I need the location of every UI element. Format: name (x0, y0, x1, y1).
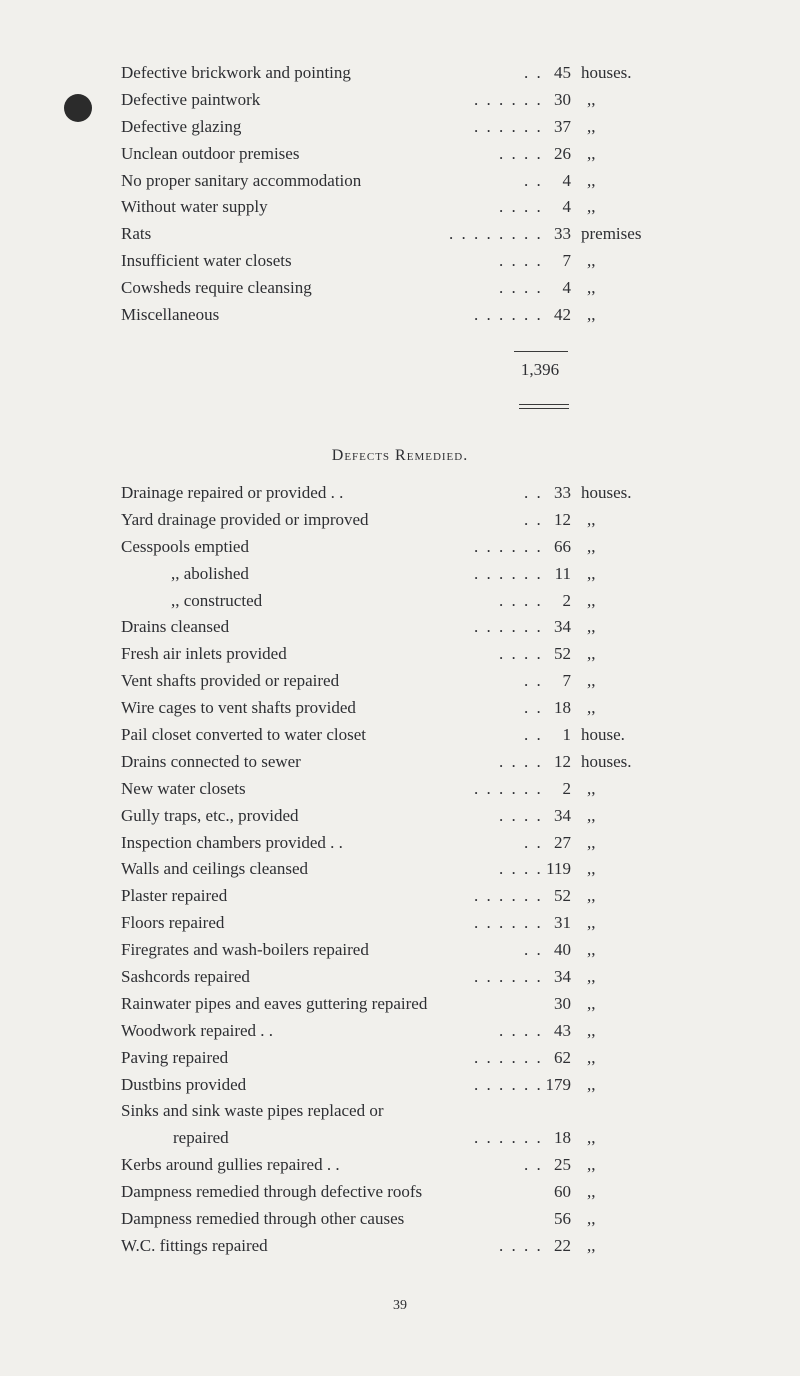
defect-row (121, 302, 800, 329)
leader-dots: . . . . (499, 805, 543, 825)
item-label: Paving repaired (121, 1047, 229, 1067)
item-label: Defective brickwork and pointing (121, 63, 351, 82)
item-count: 31 (554, 913, 571, 933)
item-count: 43 (554, 1020, 571, 1040)
item-unit: ,, (587, 805, 596, 825)
item-count: 11 (554, 563, 571, 583)
leader-dots: . . (524, 170, 543, 190)
item-label: Miscellaneous (121, 305, 220, 325)
remedy-row (121, 910, 800, 937)
item-unit: ,, (587, 197, 596, 217)
item-unit: ,, (587, 563, 596, 583)
remedy-row (121, 1125, 800, 1152)
leader-dots: . . . . . . (474, 89, 543, 109)
item-count: 42 (554, 305, 571, 325)
item-unit: ,, (587, 698, 596, 718)
leader-dots: . . . . . . (474, 1074, 543, 1094)
item-unit: ,, (587, 536, 596, 556)
remedy-row (121, 1018, 800, 1045)
remedy-row (121, 1045, 800, 1072)
leader-dots: . . . . . . (474, 536, 543, 556)
total-rule (514, 351, 568, 352)
remedy-row (121, 1152, 800, 1179)
item-count: 56 (554, 1209, 571, 1229)
item-count: 2 (562, 590, 571, 610)
item-label: Kerbs around gullies repaired . . (121, 1155, 340, 1175)
item-count: 22 (554, 1235, 571, 1255)
defect-row (121, 275, 800, 302)
item-label: Without water supply (121, 197, 268, 217)
remedy-row (121, 776, 800, 803)
defect-row (121, 168, 800, 195)
remedy-row (121, 964, 800, 991)
item-count: 12 (554, 751, 571, 771)
item-label: Vent shafts provided or repaired (121, 671, 340, 691)
item-label: Yard drainage provided or improved (121, 509, 369, 529)
item-label: Fresh air inlets provided (121, 644, 287, 664)
defect-row (121, 87, 800, 114)
remedy-row (121, 614, 800, 641)
defect-row (121, 221, 800, 248)
leader-dots: . . . . . . (474, 617, 543, 637)
remedy-row (121, 695, 800, 722)
item-unit: ,, (587, 967, 596, 987)
leader-dots: . . . . . . (474, 1047, 543, 1067)
item-label: Plaster repaired (121, 886, 228, 906)
item-unit: premises (581, 224, 642, 244)
item-unit: ,, (587, 993, 596, 1013)
item-label: Sashcords repaired (121, 967, 250, 987)
item-label: W.C. fittings repaired (121, 1235, 268, 1255)
item-unit: ,, (587, 89, 596, 109)
item-label: Dampness remedied through other causes (121, 1209, 405, 1229)
item-count: 4 (562, 170, 571, 190)
item-unit: ,, (587, 913, 596, 933)
item-unit: ,, (587, 251, 596, 271)
leader-dots: . . (524, 832, 543, 852)
item-unit: ,, (587, 1047, 596, 1067)
item-unit: ,, (587, 170, 596, 190)
item-unit: houses. (581, 751, 632, 771)
item-label: Defective paintwork (121, 89, 261, 109)
remedy-row (121, 561, 800, 588)
item-count: 119 (546, 859, 571, 879)
item-unit: ,, (587, 1128, 596, 1148)
remedy-row (121, 534, 800, 561)
item-label: Firegrates and wash-boilers repaired (121, 940, 369, 960)
item-count: 27 (554, 832, 571, 852)
item-label: Woodwork repaired . . (121, 1020, 274, 1040)
item-count: 37 (554, 116, 571, 136)
leader-dots: . . . . . . (474, 778, 543, 798)
remedy-row (121, 1206, 800, 1233)
leader-dots: . . (524, 940, 543, 960)
leader-dots: . . . . (499, 590, 543, 610)
item-count: 2 (562, 778, 571, 798)
item-label: Defective glazing (121, 116, 242, 136)
item-count: 179 (545, 1074, 571, 1094)
remedy-row (121, 722, 800, 749)
item-count: 45 (554, 63, 571, 82)
item-unit: houses. (581, 483, 632, 502)
item-unit: ,, (587, 116, 596, 136)
item-label: Floors repaired (121, 913, 225, 933)
item-unit: ,, (587, 886, 596, 906)
item-unit: ,, (587, 509, 596, 529)
item-label: Cesspools emptied (121, 536, 249, 556)
leader-dots: . . . . (499, 1020, 543, 1040)
remedy-row (121, 803, 800, 830)
item-count: 34 (554, 617, 571, 637)
item-unit: ,, (587, 617, 596, 637)
item-label: repaired (173, 1128, 229, 1148)
leader-dots: . . . . (499, 278, 543, 298)
item-count: 60 (554, 1182, 571, 1202)
item-unit: ,, (587, 1182, 596, 1202)
defect-row (121, 248, 800, 275)
item-unit: ,, (587, 644, 596, 664)
remedy-row (121, 1072, 800, 1099)
item-unit: house. (581, 725, 625, 745)
leader-dots: . . . . (499, 197, 543, 217)
item-count: 4 (562, 278, 571, 298)
defect-row (121, 194, 800, 221)
item-count: 7 (562, 671, 571, 691)
item-label: Inspection chambers provided . . (121, 832, 343, 852)
item-count: 33 (554, 483, 571, 502)
item-count: 12 (554, 509, 571, 529)
leader-dots: . . (524, 483, 543, 502)
leader-dots: . . . . (499, 143, 543, 163)
item-unit: ,, (587, 305, 596, 325)
item-unit: ,, (587, 832, 596, 852)
leader-dots: . . . . . . (474, 1128, 543, 1148)
item-count: 1 (562, 725, 571, 745)
item-unit: ,, (587, 1209, 596, 1229)
total-double-rule (519, 404, 569, 409)
item-label: Pail closet converted to water closet (121, 725, 366, 745)
item-label: Cowsheds require cleansing (121, 278, 312, 298)
item-label: Gully traps, etc., provided (121, 805, 299, 825)
item-count: 26 (554, 143, 571, 163)
leader-dots: . . (524, 671, 543, 691)
item-label: ,, abolished (171, 563, 249, 583)
page-number: 39 (393, 1298, 407, 1313)
item-label: Sinks and sink waste pipes replaced or (121, 1101, 384, 1121)
leader-dots: . . (524, 1155, 543, 1175)
leader-dots: . . (524, 725, 543, 745)
leader-dots: . . . . . . (474, 563, 543, 583)
item-label: Dustbins provided (121, 1074, 247, 1094)
item-label: Dampness remedied through defective roofs (121, 1182, 423, 1202)
item-count: 62 (554, 1047, 571, 1067)
item-count: 33 (554, 224, 571, 244)
leader-dots: . . . . . . (474, 886, 543, 906)
leader-dots: . . . . . . (474, 116, 543, 136)
remedy-row (121, 1179, 800, 1206)
remedy-row (121, 749, 800, 776)
item-count: 30 (554, 89, 571, 109)
item-count: 66 (554, 536, 571, 556)
defect-row (121, 141, 800, 168)
remedy-row (121, 1233, 800, 1260)
leader-dots: . . . . . . (474, 913, 543, 933)
leader-dots: . . . . . . (474, 967, 543, 987)
item-count: 40 (554, 940, 571, 960)
leader-dots: . . (524, 509, 543, 529)
item-label: Drains connected to sewer (121, 751, 301, 771)
item-label: No proper sanitary accommodation (121, 170, 362, 190)
item-count: 52 (554, 644, 571, 664)
remedy-row (121, 668, 800, 695)
item-label: Drains cleansed (121, 617, 230, 637)
remedy-row (121, 991, 800, 1018)
item-unit: ,, (587, 859, 596, 879)
leader-dots: . . . . (499, 859, 543, 879)
defect-row (121, 114, 800, 141)
item-count: 7 (562, 251, 571, 271)
remedied-list (121, 480, 800, 1260)
item-count: 30 (554, 993, 571, 1013)
remedy-row (121, 937, 800, 964)
item-count: 4 (562, 197, 571, 217)
item-unit: ,, (587, 1235, 596, 1255)
leader-dots: . . . . . . . . (449, 224, 543, 244)
item-unit: ,, (587, 940, 596, 960)
defects-list (121, 60, 800, 329)
remedy-row (121, 480, 800, 507)
item-label: Rainwater pipes and eaves guttering repaired (121, 993, 428, 1013)
leader-dots: . . . . (499, 644, 543, 664)
item-unit: ,, (587, 671, 596, 691)
item-unit: ,, (587, 1074, 596, 1094)
item-label: Unclean outdoor premises (121, 143, 300, 163)
defect-row (121, 60, 800, 87)
remedy-row (121, 856, 800, 883)
defects-total: 1,396 (520, 360, 560, 379)
item-unit: houses. (581, 63, 632, 82)
remedy-row (121, 641, 800, 668)
item-count: 52 (554, 886, 571, 906)
item-unit: ,, (587, 1155, 596, 1175)
remedy-row (121, 507, 800, 534)
item-unit: ,, (587, 278, 596, 298)
item-label: Wire cages to vent shafts provided (121, 698, 356, 718)
item-count: 34 (554, 805, 571, 825)
item-count: 18 (554, 1128, 571, 1148)
item-label: Rats (121, 224, 152, 244)
remedy-row (121, 883, 800, 910)
leader-dots: . . . . (499, 1235, 543, 1255)
remedy-row (121, 830, 800, 857)
leader-dots: . . . . . . (474, 305, 543, 325)
section-heading: Defects Remedied. (331, 447, 469, 464)
item-unit: ,, (587, 143, 596, 163)
item-count: 25 (554, 1155, 571, 1175)
remedy-row (121, 1098, 800, 1125)
remedy-row (121, 588, 800, 615)
item-unit: ,, (587, 778, 596, 798)
item-label: ,, constructed (171, 590, 263, 610)
item-count: 34 (554, 967, 571, 987)
leader-dots: . . . . (499, 251, 543, 271)
item-label: Insufficient water closets (121, 251, 292, 271)
item-unit: ,, (587, 590, 596, 610)
item-label: Walls and ceilings cleansed (121, 859, 308, 879)
ink-blot (64, 94, 92, 122)
leader-dots: . . (524, 698, 543, 718)
leader-dots: . . (524, 63, 543, 82)
item-label: New water closets (121, 778, 246, 798)
leader-dots: . . . . (499, 751, 543, 771)
item-label: Drainage repaired or provided . . (121, 483, 344, 502)
item-count: 18 (554, 698, 571, 718)
item-unit: ,, (587, 1020, 596, 1040)
